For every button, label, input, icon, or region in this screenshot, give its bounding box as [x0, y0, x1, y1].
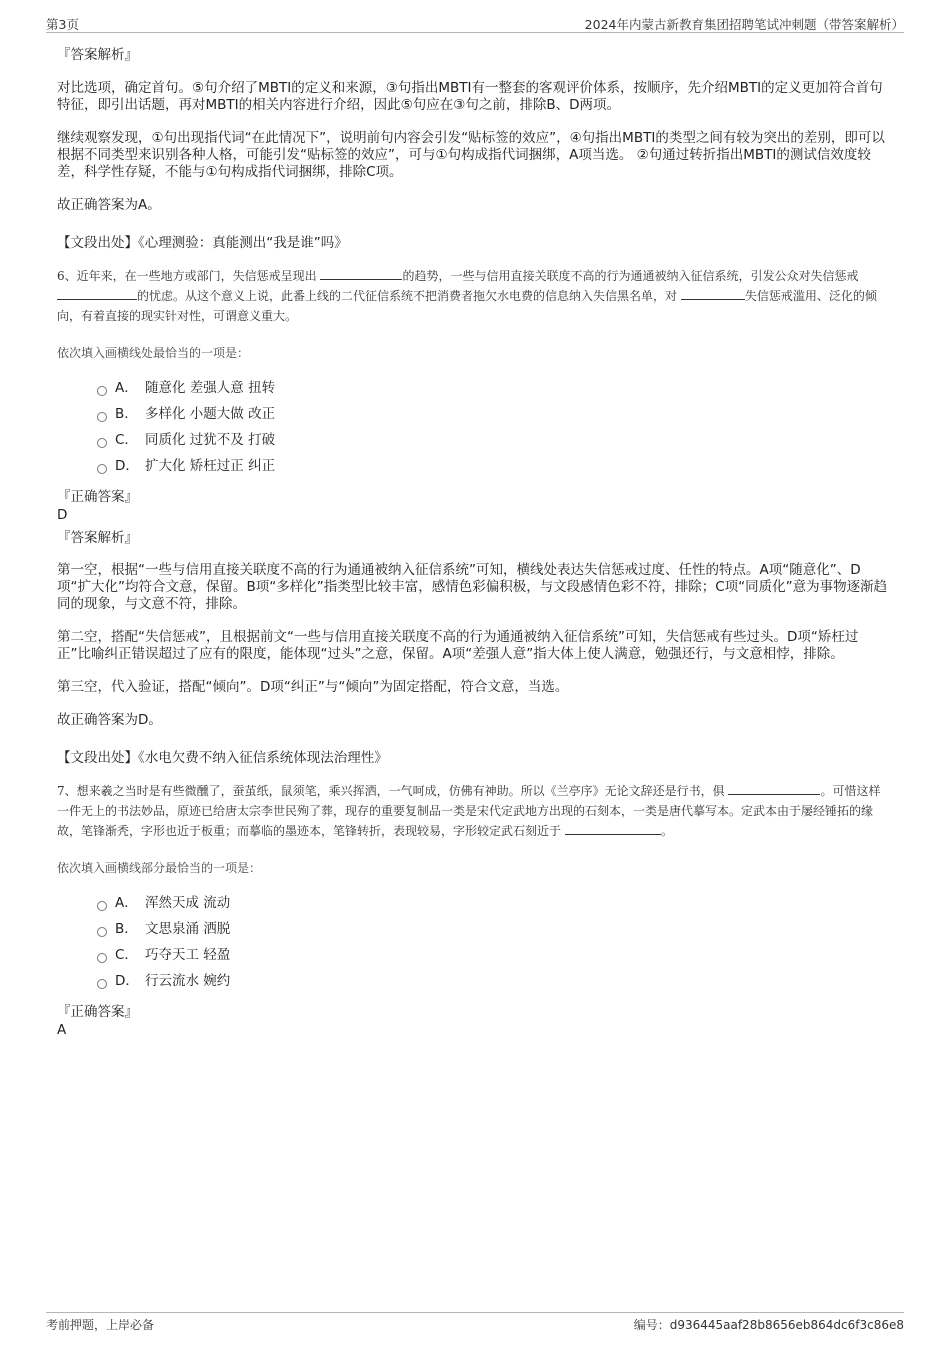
answer-value: A: [57, 1022, 67, 1038]
option-b[interactable]: B． 文思泉涌 洒脱: [97, 916, 890, 942]
answer-blank: [565, 822, 661, 835]
conclusion: 故正确答案为A。: [57, 197, 161, 213]
question-5-analysis: [57, 45, 890, 251]
question-prompt: 依次填入画横线处最恰当的一项是：: [57, 346, 250, 360]
answer-blank: [681, 287, 745, 300]
radio-icon[interactable]: [97, 438, 107, 448]
radio-icon[interactable]: [97, 927, 107, 937]
analysis-paragraph: 第一空，根据“一些与信用直接关联度不高的行为通通被纳入征信系统”可知，横线处表达失信惩戒过度、任性的特点。A项“随意化”、D项“扩大化”均符合文意，保留。B项“多样化”指类型比较丰富，感情色彩偏积极，与文段感情色彩不符，排除；C项“同质化”意为事物逐渐趋同的现象，与文意不符，排除。: [57, 562, 888, 612]
page-footer: [46, 1312, 904, 1335]
radio-icon[interactable]: [97, 901, 107, 911]
analysis-paragraph: 对比选项，确定首句。⑤句介绍了MBTI的定义和来源，③句指出MBTI有一整套的客观评价体系，按顺序，先介绍MBTI的定义更加符合首句特征，即引出话题，再对MBTI的相关内容进行介绍，因此⑤句应在③句之前，排除B、D两项。: [57, 80, 883, 113]
radio-icon[interactable]: [97, 464, 107, 474]
option-list: [97, 890, 890, 994]
answer-label: 『正确答案』: [57, 1004, 138, 1020]
radio-icon[interactable]: [97, 386, 107, 396]
question-7: [57, 781, 890, 1039]
option-c[interactable]: C． 巧夺天工 轻盈: [97, 942, 890, 968]
answer-blank: [320, 267, 402, 280]
option-a[interactable]: A． 随意化 差强人意 扭转: [97, 375, 890, 401]
option-d[interactable]: D． 行云流水 婉约: [97, 968, 890, 994]
answer-blank: [57, 287, 137, 300]
question-prompt: 依次填入画横线部分最恰当的一项是：: [57, 861, 262, 875]
answer-value: D: [57, 507, 68, 523]
option-b[interactable]: B． 多样化 小题大做 改正: [97, 401, 890, 427]
document-title: 2024年内蒙古新教育集团招聘笔试冲刺题（带答案解析）: [584, 17, 904, 32]
page-header: [46, 12, 904, 33]
option-list: [97, 375, 890, 479]
conclusion: 故正确答案为D。: [57, 712, 162, 728]
answer-blank: [728, 782, 820, 795]
analysis-label: 『答案解析』: [57, 530, 138, 546]
question-6: [57, 266, 890, 766]
source-citation: 【文段出处】《心理测验：真能测出“我是谁”吗》: [57, 235, 348, 251]
question-stem: 6、近年来，在一些地方或部门，失信惩戒呈现出 的趋势，一些与信用直接关联度不高的行为通通被纳入征信系统，引发公众对失信惩戒 的忧虑。从这个意义上说，此番上线的二代征信系统不把消费者拖欠水电费的信息纳入失信黑名单，对 失信惩戒滥用、泛化的倾向，有着直接的现实针对性，可谓意义重大。: [57, 269, 877, 323]
answer-label: 『正确答案』: [57, 489, 138, 505]
radio-icon[interactable]: [97, 953, 107, 963]
page-number: 第3页: [46, 17, 79, 32]
analysis-paragraph: 第二空，搭配“失信惩戒”，且根据前文“一些与信用直接关联度不高的行为通通被纳入征信系统”可知，失信惩戒有些过头。D项“矫枉过正”比喻纠正错误超过了应有的限度，能体现“过头”之意，保留。A项“差强人意”指大体上使人满意，勉强还行，与文意相悖，排除。: [57, 629, 859, 662]
analysis-label: 『答案解析』: [57, 47, 138, 63]
option-c[interactable]: C． 同质化 过犹不及 打破: [97, 427, 890, 453]
analysis-paragraph: 继续观察发现，①句出现指代词“在此情况下”，说明前句内容会引发“贴标签的效应”，④句指出MBTI的类型之间有较为突出的差别，即可以根据不同类型来识别各种人格，可能引发“贴标签的效应”，可与①句构成指代词捆绑，A项当选。 ②句通过转折指出MBTI的测试信效度较差，科学性存疑，不能与①句构成指代词捆绑，排除C项。: [57, 130, 885, 180]
document-serial: 编号：d936445aaf28b8656eb864dc6f3c86e8: [633, 1318, 904, 1332]
question-stem: 7、想来羲之当时是有些微醺了，蚕茧纸，鼠须笔，乘兴挥洒，一气呵成，仿佛有神助。所以《兰亭序》无论文辞还是行书，俱 。可惜这样一件无上的书法妙品，原迹已给唐太宗李世民殉了葬，现存的重要复制品一类是宋代定武地方出现的石刻本，一类是唐代摹写本。定武本由于屡经锤拓的缘故，笔锋渐秃，字形也近于板重；而摹临的墨迹本，笔锋转折，表现较易，字形较定武石刻近于 。: [57, 784, 881, 838]
radio-icon[interactable]: [97, 412, 107, 422]
analysis-paragraph: 第三空，代入验证，搭配“倾向”。D项“纠正”与“倾向”为固定搭配，符合文意，当选。: [57, 679, 569, 695]
page-content: [57, 45, 890, 1039]
footer-slogan: 考前押题，上岸必备: [46, 1318, 155, 1332]
option-a[interactable]: A． 浑然天成 流动: [97, 890, 890, 916]
source-citation: 【文段出处】《水电欠费不纳入征信系统体现法治理性》: [57, 750, 388, 766]
option-d[interactable]: D． 扩大化 矫枉过正 纠正: [97, 453, 890, 479]
radio-icon[interactable]: [97, 979, 107, 989]
